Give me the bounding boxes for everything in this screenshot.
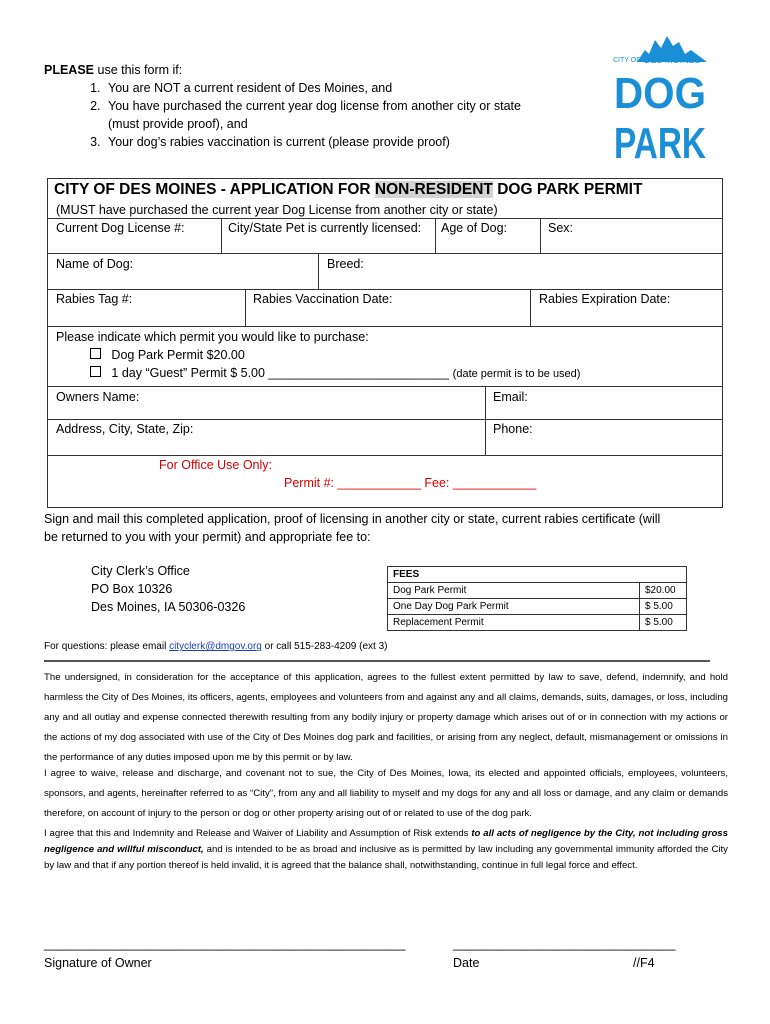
form-divider xyxy=(530,289,531,326)
fee-label: One Day Dog Park Permit xyxy=(388,599,640,615)
negligence-text-bold: to all acts of negligence by the City, not including gross negligence and willful misconduct, xyxy=(44,828,728,855)
dog-park-logo-graphic xyxy=(611,32,709,168)
mail-instructions: Sign and mail this completed application, proof of licensing in another city or state, current rabies certificate (will be returned to you with your permit) and appropriate fee to: xyxy=(44,512,661,544)
age-field[interactable]: Age of Dog: xyxy=(441,221,508,235)
form-divider xyxy=(47,253,723,254)
address-line: Des Moines, IA 50306-0326 xyxy=(91,600,246,614)
email-link[interactable]: cityclerk@dmgov.org xyxy=(169,641,262,652)
questions-line xyxy=(44,641,387,652)
questions-text: For questions: please email xyxy=(44,641,170,652)
intro-lead xyxy=(44,61,521,79)
fee-amount: $ 5.00 xyxy=(640,599,687,615)
intro-lead-bold: PLEASE xyxy=(44,63,95,77)
form-divider xyxy=(435,218,436,253)
fees-header-row xyxy=(388,567,687,583)
office-use-label: For Office Use Only: xyxy=(159,458,272,472)
mailing-address xyxy=(91,562,245,616)
breed-field[interactable]: Breed: xyxy=(327,257,364,271)
form-divider xyxy=(245,289,246,326)
owners-name-field[interactable]: Owners Name: xyxy=(56,390,140,404)
form-title xyxy=(54,181,642,199)
current-license-field[interactable]: Current Dog License #: xyxy=(56,221,185,235)
logo-small-text: CITY OF xyxy=(613,57,641,64)
section-divider xyxy=(44,660,710,662)
date-line[interactable]: ________________________________ xyxy=(453,937,676,951)
indemnity-paragraph: The undersigned, in consideration for the acceptance of this application, agrees to the fullest extent permitted by law to save, defend, indemnify, and hold harmless the City of Des Moines, its officers, agents, employees and volunteers from and against any and all claims, demands, suits, damages, or loss, including any and all outlay and expense connected therewith resulting from any bodily injury or property damage which arises out of or in connection with my actions or the actions of my dog associated with use of the City of Des Moines dog park and facilities, or arising from any neglect, default, mismanagement or omissions in the performance of any duties imposed upon me by this permit or by law. xyxy=(44,672,728,763)
logo-dog-text: DOG xyxy=(614,69,706,118)
intro-lead-text: use this form if: xyxy=(94,63,183,77)
permit-option-annual[interactable] xyxy=(90,348,245,362)
address-line: PO Box 10326 xyxy=(91,582,173,596)
intro-item-2 xyxy=(104,97,521,133)
form-divider xyxy=(47,419,723,420)
fee-amount: $ 5.00 xyxy=(640,615,687,631)
intro-item-1: 1. You are NOT a current resident of Des Moines, and xyxy=(104,79,521,97)
intro-item-3: 3. Your dog’s rabies vaccination is current (please provide proof) xyxy=(104,133,521,151)
form-title-highlight: NON-RESIDENT xyxy=(374,181,493,198)
logo-city-text: DES MOINES xyxy=(644,55,701,65)
form-divider xyxy=(47,218,723,219)
form-code: //F4 xyxy=(633,956,655,970)
intro-item-2-text: You have purchased the current year dog license from another city or state xyxy=(108,99,521,113)
city-state-field[interactable]: City/State Pet is currently licensed: xyxy=(228,221,422,235)
form-divider xyxy=(47,326,723,327)
owner-signature-line[interactable]: ____________________________________________________ xyxy=(44,937,406,951)
rabies-tag-field[interactable]: Rabies Tag #: xyxy=(56,292,133,306)
permit-option-guest-label: 1 day “Guest” Permit $ 5.00 __________________________ xyxy=(111,366,450,380)
permit-prompt: Please indicate which permit you would like to purchase: xyxy=(56,330,369,344)
form-divider xyxy=(540,218,541,253)
email-field[interactable]: Email: xyxy=(493,390,528,404)
checkbox-icon[interactable] xyxy=(90,348,101,359)
table-row xyxy=(388,615,687,631)
rabies-vaccination-field[interactable]: Rabies Vaccination Date: xyxy=(253,292,393,306)
permit-option-guest[interactable] xyxy=(90,366,580,380)
phone-field[interactable]: Phone: xyxy=(493,422,533,436)
dog-park-logo xyxy=(611,32,709,168)
form-title-part-a: CITY OF DES MOINES - APPLICATION FOR xyxy=(54,181,375,198)
guest-date-note: (date permit is to be used) xyxy=(452,368,581,380)
table-row xyxy=(388,583,687,599)
fee-amount: $20.00 xyxy=(640,583,687,599)
negligence-paragraph xyxy=(44,826,728,874)
form-divider xyxy=(485,386,486,455)
form-subtitle: (MUST have purchased the current year Dog License from another city or state) xyxy=(56,203,498,217)
logo-park-text: PARK xyxy=(614,119,707,168)
fee-label: Replacement Permit xyxy=(388,615,640,631)
address-field[interactable]: Address, City, State, Zip: xyxy=(56,422,194,436)
form-divider xyxy=(47,289,723,290)
fee-label: Dog Park Permit xyxy=(388,583,640,599)
table-row xyxy=(388,599,687,615)
waiver-paragraph: I agree to waive, release and discharge, and covenant not to sue, the City of Des Moines, Iowa, its elected and appointed officials, employees, volunteers, sponsors, and agents, hereinafter referred to as “City”, from any and all liability to myself and my dogs for any and all loss or damage, and any claim or demands therefore, on account of injury to the person or dog or other property arising out of or related to use of the dog park. xyxy=(44,768,728,819)
form-divider xyxy=(47,386,723,387)
form-title-part-b: DOG PARK PERMIT xyxy=(492,181,643,198)
date-label: Date xyxy=(453,956,480,970)
intro-section xyxy=(44,61,521,151)
fees-table xyxy=(387,566,687,631)
negligence-text-a: I agree that this and Indemnity and Release and Waiver of Liability and Assumption of Risk extends xyxy=(44,828,472,839)
questions-phone: or call 515-283-4209 (ext 3) xyxy=(261,641,388,652)
permit-option-annual-label: Dog Park Permit $20.00 xyxy=(111,348,245,362)
negligence-text-b: and is intended to be as broad and inclusive as is permitted by law including any governmental immunity afforded the City by law and that if any portion thereof is held invalid, it is agreed that the balance shall, notwithstanding, continue in full legal force and effect. xyxy=(44,844,728,871)
address-line: City Clerk’s Office xyxy=(91,564,190,578)
form-divider xyxy=(318,253,319,289)
checkbox-icon[interactable] xyxy=(90,366,101,377)
dog-name-field[interactable]: Name of Dog: xyxy=(56,257,134,271)
intro-item-2-cont: (must provide proof), and xyxy=(108,117,248,131)
form-divider xyxy=(47,455,723,456)
owner-signature-label: Signature of Owner xyxy=(44,956,152,970)
form-divider xyxy=(221,218,222,253)
rabies-expiration-field[interactable]: Rabies Expiration Date: xyxy=(539,292,671,306)
sex-field[interactable]: Sex: xyxy=(548,221,574,235)
office-permit-fee: Permit #: ____________ Fee: ____________ xyxy=(284,476,537,490)
fees-header: FEES xyxy=(388,567,687,583)
